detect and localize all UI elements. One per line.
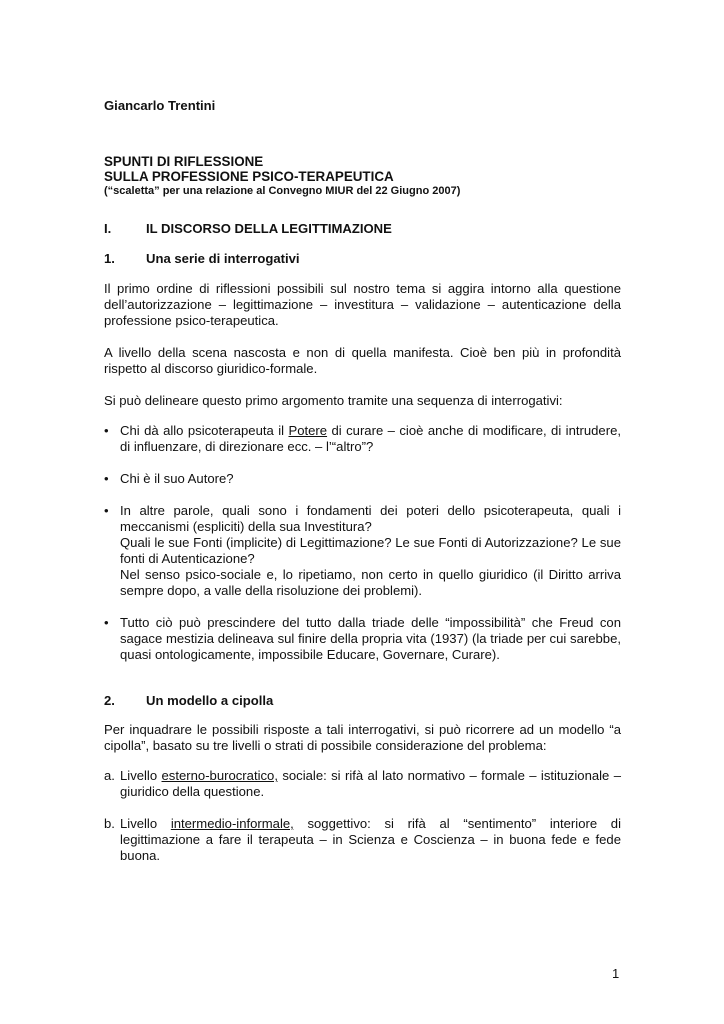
section-title: IL DISCORSO DELLA LEGITTIMAZIONE bbox=[146, 221, 392, 236]
bullet-icon: • bbox=[104, 471, 109, 486]
bullet-icon: • bbox=[104, 615, 109, 630]
section-number: I. bbox=[104, 221, 112, 236]
list-item bbox=[104, 615, 621, 663]
section-title: Una serie di interrogativi bbox=[146, 251, 300, 266]
list-item bbox=[104, 816, 621, 864]
list-item bbox=[104, 768, 621, 800]
document-subtitle: (“scaletta” per una relazione al Convegno MIUR del 22 Giugno 2007) bbox=[104, 185, 461, 197]
document-page bbox=[104, 98, 621, 864]
underlined-term: esterno-burocratico, bbox=[161, 768, 278, 783]
document-title-line-2: SULLA PROFESSIONE PSICO-TERAPEUTICA bbox=[104, 169, 394, 184]
list-item-text: In altre parole, quali sono i fondamenti dei poteri dello psicoterapeuta, quali i meccanismi (espliciti) della sua Investitura? bbox=[120, 503, 621, 534]
list-item-text: Chi dà allo psicoterapeuta il bbox=[120, 423, 289, 438]
paragraph-1: Il primo ordine di riflessioni possibili sul nostro tema si aggira intorno alla questione dell’autorizzazione – legittimazione – investitura – validazione – autenticazione della professione psico-terapeutica. bbox=[104, 281, 621, 328]
list-item-text: soggettivo: si rifà al “sentimento” interiore di legittimazione a fare il terapeuta – in Scienza e Coscienza – in buona fede e fede buona. bbox=[120, 816, 621, 863]
list-item bbox=[104, 503, 621, 599]
document-title-line-1: SPUNTI DI RIFLESSIONE bbox=[104, 154, 264, 169]
paragraph-4: Per inquadrare le possibili risposte a tali interrogativi, si può ricorrere ad un modello “a cipolla”, basato su tre livelli o strati di possibile considerazione del problema: bbox=[104, 722, 621, 753]
section-heading-1 bbox=[104, 251, 621, 267]
list-letter: b. bbox=[104, 816, 115, 831]
bullet-icon: • bbox=[104, 423, 109, 438]
level-list bbox=[104, 768, 621, 864]
author-name: Giancarlo Trentini bbox=[104, 98, 216, 113]
section-number: 1. bbox=[104, 251, 115, 266]
bullet-icon: • bbox=[104, 503, 109, 518]
paragraph-2: A livello della scena nascosta e non di quella manifesta. Cioè ben più in profondità rispetto al discorso giuridico-formale. bbox=[104, 345, 621, 376]
section-number: 2. bbox=[104, 693, 115, 708]
list-item-text: sociale: si rifà al lato normativo – formale – istituzionale – giuridico della questione. bbox=[120, 768, 621, 799]
list-item-text: Tutto ciò può prescindere del tutto dalla triade delle “impossibilità” che Freud con sagace mestizia delineava sul finire della propria vita (1937) (la triade per cui sarebbe, quasi ontologicamente, impossibile Educare, Governare, Curare). bbox=[120, 615, 621, 662]
list-item-text: Quali le sue Fonti (implicite) di Legittimazione? Le sue Fonti di Autorizzazione? Le sue fonti di Autenticazione? bbox=[120, 535, 621, 566]
list-item-text: di curare – cioè anche di modificare, di intrudere, di influenzare, di direzionare ecc. – l’“altro”? bbox=[120, 423, 621, 454]
list-item bbox=[104, 423, 621, 455]
question-list bbox=[104, 423, 621, 663]
list-item-text: Livello bbox=[120, 816, 171, 831]
list-item bbox=[104, 471, 621, 487]
underlined-term: Potere bbox=[288, 423, 328, 438]
list-item-text: Chi è il suo Autore? bbox=[120, 471, 234, 486]
underlined-term: intermedio-informale, bbox=[170, 816, 294, 831]
section-heading-2 bbox=[104, 693, 621, 709]
list-item-text: Nel senso psico-sociale e, lo ripetiamo, non certo in quello giuridico (il Diritto arriva sempre dopo, a valle della risoluzione dei problemi). bbox=[120, 567, 621, 598]
list-item-text: Livello bbox=[120, 768, 162, 783]
section-title: Un modello a cipolla bbox=[146, 693, 274, 708]
list-letter: a. bbox=[104, 768, 115, 783]
section-heading-I bbox=[104, 221, 621, 237]
page-number: 1 bbox=[612, 966, 620, 981]
paragraph-3: Si può delineare questo primo argomento tramite una sequenza di interrogativi: bbox=[104, 393, 563, 408]
